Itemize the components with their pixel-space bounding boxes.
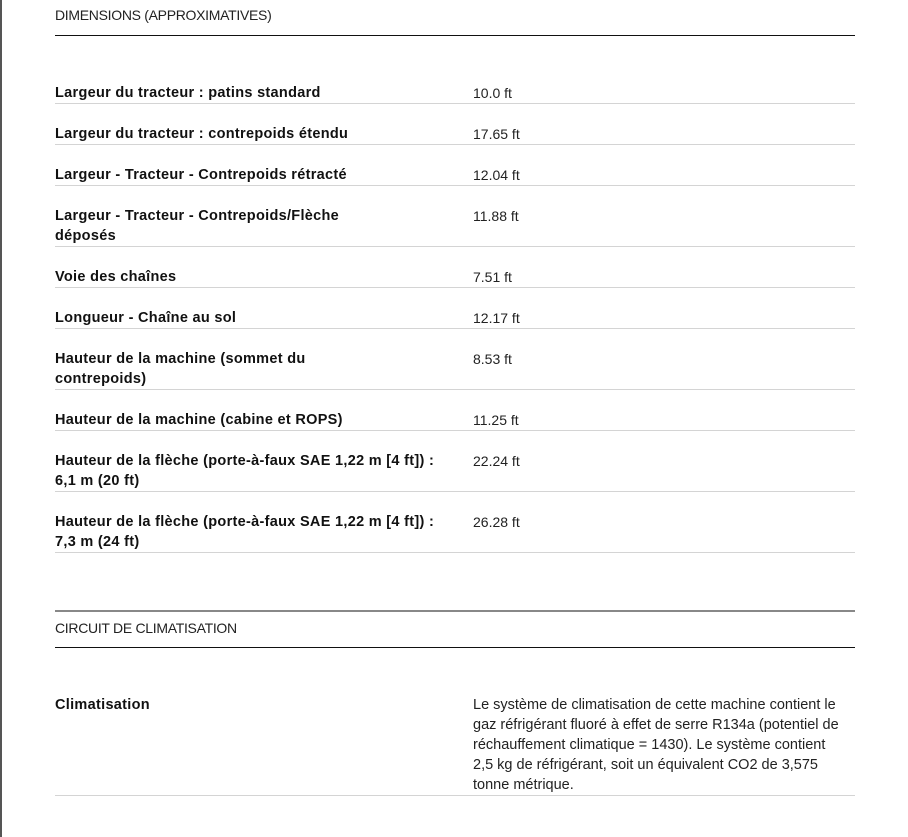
spec-row	[55, 451, 855, 492]
spec-document	[55, 0, 855, 796]
spec-value: 22.24 ft	[473, 453, 520, 469]
spec-label: Hauteur de la flèche (porte-à-faux SAE 1,22 m [4 ft]) : 6,1 m (20 ft)	[55, 453, 435, 489]
spec-label: Largeur du tracteur : contrepoids étendu	[55, 126, 349, 142]
spec-label: Hauteur de la machine (sommet du contrepoids)	[55, 351, 306, 387]
spec-value: 26.28 ft	[473, 514, 520, 530]
spec-row	[55, 267, 855, 288]
section-title-air-conditioning: CIRCUIT DE CLIMATISATION	[55, 610, 855, 648]
spec-row	[55, 83, 855, 104]
spec-value: Le système de climatisation de cette machine contient le gaz réfrigérant fluoré à effet de serre R134a (potentiel de réchauffement climatique = 1430). Le système contient 2,5 kg de réfrigérant, soit un équivalent CO2 de 3,575 tonne métrique.	[473, 697, 839, 793]
spec-value: 11.88 ft	[473, 208, 519, 224]
spec-value: 12.17 ft	[473, 310, 520, 326]
spec-row	[55, 206, 855, 247]
spec-row	[55, 124, 855, 145]
spec-label: Hauteur de la flèche (porte-à-faux SAE 1,22 m [4 ft]) : 7,3 m (24 ft)	[55, 514, 435, 550]
spec-value: 12.04 ft	[473, 167, 520, 183]
spec-row	[55, 512, 855, 553]
spec-row	[55, 165, 855, 186]
spec-label: Largeur - Tracteur - Contrepoids rétracté	[55, 167, 347, 183]
spec-label: Longueur - Chaîne au sol	[55, 310, 237, 326]
section-air-conditioning	[55, 610, 855, 796]
spec-value: 7.51 ft	[473, 269, 512, 285]
spec-value: 8.53 ft	[473, 351, 512, 367]
spec-row	[55, 410, 855, 431]
spec-row	[55, 349, 855, 390]
spec-value: 17.65 ft	[473, 126, 520, 142]
air-conditioning-table	[55, 695, 855, 796]
spec-label: Largeur du tracteur : patins standard	[55, 85, 321, 101]
spec-value: 10.0 ft	[473, 85, 512, 101]
spec-label: Hauteur de la machine (cabine et ROPS)	[55, 412, 343, 428]
spec-label: Climatisation	[55, 697, 150, 713]
spec-row	[55, 308, 855, 329]
section-title-dimensions: DIMENSIONS (APPROXIMATIVES)	[55, 0, 855, 36]
spec-row	[55, 695, 855, 796]
spec-label: Largeur - Tracteur - Contrepoids/Flèche déposés	[55, 208, 340, 244]
spec-value: 11.25 ft	[473, 412, 519, 428]
dimensions-table	[55, 83, 855, 553]
left-border	[0, 0, 2, 837]
spec-label: Voie des chaînes	[55, 269, 177, 285]
section-dimensions	[55, 0, 855, 553]
